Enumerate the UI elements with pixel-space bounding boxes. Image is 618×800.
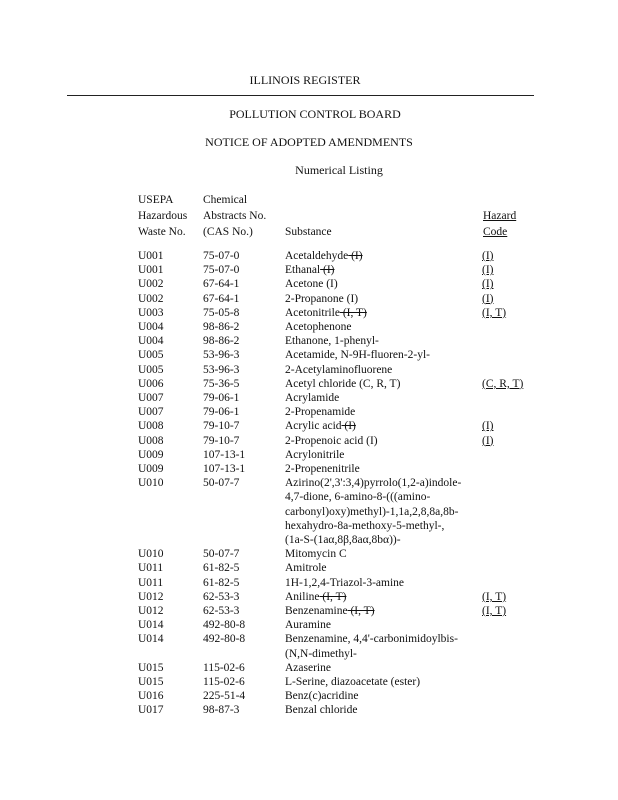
substance-name: 2-Propanone (I) [285, 292, 359, 305]
waste-number: U009 [138, 448, 164, 461]
column-header-substance: Substance [285, 226, 332, 238]
cas-number: 98-86-2 [203, 335, 240, 348]
substance-name: 2-Acetylaminofluorene [285, 363, 393, 376]
waste-number: U005 [138, 363, 164, 376]
substance-name: Ethanone, 1-phenyl- [285, 335, 379, 348]
column-header-hazard: Code [483, 226, 508, 238]
waste-number: U006 [138, 377, 164, 390]
cas-number: 492-80-8 [203, 619, 246, 632]
hazard-code: (I, T) [482, 306, 507, 319]
substance-name: Mitomycin C [285, 548, 347, 561]
deleted-hazard-text: (I, T) [319, 590, 347, 603]
substance-name: 2-Propenoic acid (I) [285, 434, 378, 447]
substance-name: Acrylic acid (I) [285, 420, 356, 433]
waste-number: U005 [138, 349, 164, 362]
waste-number: U002 [138, 292, 164, 305]
substance-name: L-Serine, diazoacetate (ester) [285, 676, 421, 688]
board-title: POLLUTION CONTROL BOARD [229, 107, 401, 121]
cas-number: 61-82-5 [203, 562, 240, 575]
cas-number: 79-06-1 [203, 392, 240, 404]
substance-name: Acrylonitrile [285, 448, 345, 461]
header-rule [67, 95, 534, 96]
substance-name: Benz(c)acridine [285, 690, 359, 703]
cas-number: 107-13-1 [203, 448, 246, 461]
substance-name: 4,7-dione, 6-amino-8-(((amino- [285, 491, 431, 504]
cas-number: 79-06-1 [203, 406, 240, 419]
waste-number: U009 [138, 463, 164, 475]
column-header-cas: Abstracts No. [203, 210, 267, 222]
column-header-cas: (CAS No.) [203, 226, 253, 238]
waste-number: U014 [138, 619, 164, 632]
cas-number: 107-13-1 [203, 463, 246, 475]
substance-name: Ethanal (I) [285, 264, 335, 277]
deleted-hazard-text: (I) [320, 264, 335, 277]
hazard-code: (I) [482, 278, 494, 291]
waste-number: U002 [138, 278, 164, 291]
deleted-hazard-text: (I, T) [339, 306, 367, 319]
waste-number: U016 [138, 690, 164, 703]
waste-number: U003 [138, 306, 164, 319]
substance-name: Benzal chloride [285, 704, 358, 717]
substance-name: Azaserine [285, 661, 331, 674]
column-header-usepa: USEPA [138, 194, 174, 206]
cas-number: 98-87-3 [203, 704, 240, 717]
cas-number: 75-36-5 [203, 377, 240, 390]
substance-name: Acetamide, N-9H-fluoren-2-yl- [285, 349, 430, 362]
hazard-code: (I) [482, 420, 494, 433]
substance-name: Acetophenone [285, 321, 352, 333]
substance-name: (1a-S-(1aα,8β,8aα,8bα))- [285, 534, 401, 546]
substance-name: Acetaldehyde (I) [285, 250, 363, 262]
hazard-code: (I, T) [482, 605, 507, 617]
waste-number: U011 [138, 576, 164, 589]
substance-name: hexahydro-8a-methoxy-5-methyl-, [285, 519, 445, 532]
cas-number: 75-07-0 [203, 250, 240, 262]
cas-number: 61-82-5 [203, 576, 240, 589]
substance-name: Azirino(2',3':3,4)pyrrolo(1,2-a)indole- [285, 477, 462, 490]
cas-number: 67-64-1 [203, 278, 240, 291]
waste-number: U010 [138, 548, 164, 561]
column-header-usepa: Hazardous [138, 210, 188, 222]
deleted-hazard-text: (I, T) [347, 605, 375, 617]
waste-number: U015 [138, 676, 164, 688]
waste-number: U017 [138, 704, 164, 717]
waste-number: U014 [138, 633, 164, 646]
cas-number: 225-51-4 [203, 690, 246, 703]
listing-title: Numerical Listing [295, 163, 383, 177]
waste-number: U010 [138, 477, 164, 490]
column-header-usepa: Waste No. [138, 226, 186, 238]
hazard-code: (C, R, T) [482, 377, 524, 390]
deleted-hazard-text: (I) [348, 250, 363, 262]
waste-number: U008 [138, 420, 164, 433]
register-title: ILLINOIS REGISTER [249, 73, 361, 87]
deleted-hazard-text: (I) [341, 420, 356, 433]
substance-name: 2-Propenenitrile [285, 463, 360, 475]
cas-number: 79-10-7 [203, 420, 240, 433]
column-header-cas: Chemical [203, 194, 248, 206]
hazard-code: (I) [482, 434, 494, 447]
waste-number: U007 [138, 406, 164, 419]
cas-number: 115-02-6 [203, 661, 245, 674]
waste-number: U012 [138, 590, 164, 603]
waste-number: U007 [138, 392, 164, 404]
waste-number: U012 [138, 605, 164, 617]
cas-number: 62-53-3 [203, 590, 240, 603]
cas-number: 50-07-7 [203, 548, 240, 561]
substance-name: carbonyl)oxy)methyl)-1,1a,2,8,8a,8b- [285, 505, 459, 518]
substance-name: Benzenamine (I, T) [285, 605, 375, 617]
substance-name: Amitrole [285, 562, 327, 575]
substance-name: (N,N-dimethyl- [285, 647, 357, 660]
waste-number: U001 [138, 250, 164, 262]
waste-number: U004 [138, 321, 164, 333]
substance-name: Aniline (I, T) [285, 590, 347, 603]
substance-name: Acetonitrile (I, T) [285, 306, 367, 319]
cas-number: 492-80-8 [203, 633, 246, 646]
cas-number: 50-07-7 [203, 477, 240, 490]
substance-name: 1H-1,2,4-Triazol-3-amine [285, 576, 405, 589]
substance-name: Acetyl chloride (C, R, T) [285, 377, 401, 390]
cas-number: 67-64-1 [203, 292, 240, 305]
substance-name: Auramine [285, 619, 331, 632]
substance-name: 2-Propenamide [285, 406, 356, 419]
cas-number: 79-10-7 [203, 434, 240, 447]
hazard-code: (I) [482, 250, 494, 262]
hazard-code: (I) [482, 264, 494, 277]
hazard-code: (I) [482, 292, 494, 305]
waste-number: U008 [138, 434, 164, 447]
waste-number: U004 [138, 335, 164, 348]
cas-number: 98-86-2 [203, 321, 240, 333]
cas-number: 53-96-3 [203, 349, 240, 362]
waste-number: U015 [138, 661, 164, 674]
cas-number: 115-02-6 [203, 676, 245, 688]
column-header-hazard: Hazard [483, 210, 517, 222]
cas-number: 62-53-3 [203, 605, 240, 617]
substance-name: Acrylamide [285, 392, 340, 404]
cas-number: 75-07-0 [203, 264, 240, 277]
hazard-code: (I, T) [482, 590, 507, 603]
waste-number: U011 [138, 562, 164, 575]
waste-number: U001 [138, 264, 164, 277]
substance-name: Acetone (I) [285, 278, 338, 291]
substance-name: Benzenamine, 4,4'-carbonimidoylbis- [285, 633, 458, 646]
notice-title: NOTICE OF ADOPTED AMENDMENTS [205, 135, 413, 149]
cas-number: 75-05-8 [203, 306, 240, 319]
cas-number: 53-96-3 [203, 363, 240, 376]
